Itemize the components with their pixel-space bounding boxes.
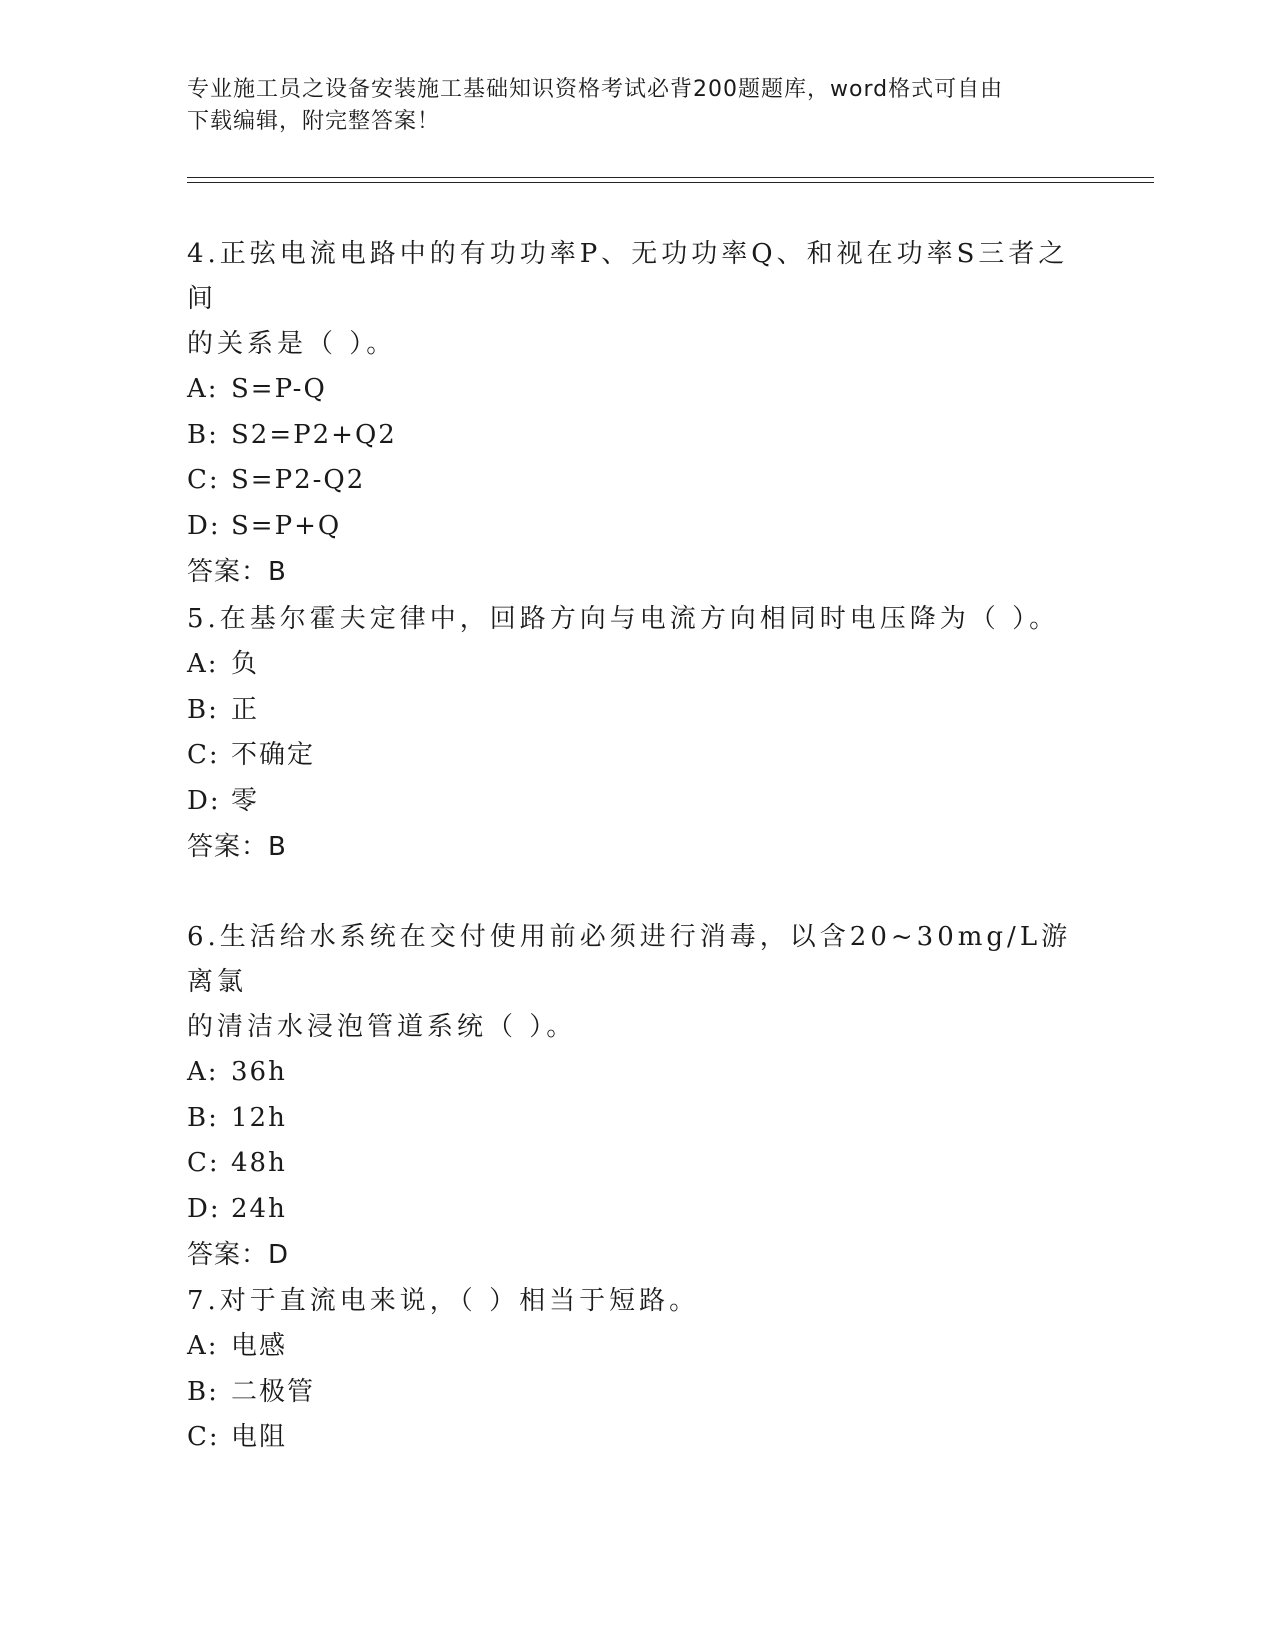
option-text: 48h [231, 1148, 287, 1178]
option-text: 不确定 [231, 740, 316, 770]
question-7 [187, 1279, 1087, 1461]
question-stem-line: 6.生活给水系统在交付使用前必须进行消毒，以含20~30mg/L游离氯 [187, 922, 1072, 997]
question-stem-line: 的清洁水浸泡管道系统（ ）。 [187, 1012, 577, 1042]
header-divider [187, 177, 1154, 178]
question-stem [187, 597, 1087, 642]
option-letter: D: [187, 1193, 221, 1224]
option-letter: D: [187, 510, 221, 541]
option-d [187, 779, 1087, 825]
question-stem-line: 7.对于直流电来说，（ ）相当于短路。 [187, 1286, 700, 1316]
question-5 [187, 597, 1087, 870]
option-letter: C: [187, 465, 220, 495]
option-a [187, 1324, 1087, 1370]
option-letter: C: [187, 740, 220, 770]
option-text: S=P2-Q2 [231, 465, 366, 495]
option-c [187, 1415, 1087, 1461]
option-letter: D: [187, 785, 221, 816]
option-b [187, 413, 1087, 459]
question-stem-line: 5.在基尔霍夫定律中，回路方向与电流方向相同时电压降为（ ）。 [187, 604, 1060, 634]
question-stem-line: 的关系是（ ）。 [187, 329, 397, 359]
option-letter: B: [187, 419, 219, 450]
option-text: S=P-Q [231, 374, 327, 404]
option-text: 24h [231, 1193, 287, 1224]
question-stem-line: 4.正弦电流电路中的有功功率P、无功功率Q、和视在功率S三者之间 [187, 239, 1069, 314]
document-header [187, 74, 1087, 138]
option-letter: A: [187, 374, 219, 404]
option-letter: A: [187, 649, 219, 679]
option-text: 零 [231, 785, 260, 816]
option-c [187, 458, 1087, 504]
option-text: 二极管 [231, 1376, 316, 1407]
option-letter: B: [187, 1102, 219, 1133]
answer-line: 答案：D [187, 1240, 290, 1270]
option-text: 电阻 [231, 1422, 288, 1452]
option-text: 36h [231, 1057, 287, 1087]
header-line: 专业施工员之设备安装施工基础知识资格考试必背200题题库，word格式可自由 [187, 77, 1004, 102]
question-stem [187, 1279, 1087, 1324]
option-text: 12h [231, 1102, 287, 1133]
option-c [187, 733, 1087, 779]
option-b [187, 1370, 1087, 1416]
option-text: 电感 [231, 1331, 288, 1361]
option-b [187, 1096, 1087, 1142]
header-divider [187, 182, 1154, 183]
option-text: 正 [231, 694, 260, 725]
question-4 [187, 232, 1087, 595]
answer-line: 答案：B [187, 557, 287, 587]
option-c [187, 1141, 1087, 1187]
option-a [187, 642, 1087, 688]
question-stem [187, 915, 1087, 1050]
answer-line: 答案：B [187, 832, 287, 862]
option-letter: C: [187, 1148, 220, 1178]
question-stem [187, 232, 1087, 367]
option-letter: C: [187, 1422, 220, 1452]
option-text: S=P+Q [231, 510, 342, 541]
option-a [187, 367, 1087, 413]
question-6 [187, 915, 1087, 1278]
header-line: 下载编辑，附完整答案！ [187, 109, 441, 134]
option-letter: A: [187, 1331, 219, 1361]
option-d [187, 504, 1087, 550]
option-a [187, 1050, 1087, 1096]
option-letter: A: [187, 1057, 219, 1087]
option-d [187, 1187, 1087, 1233]
option-text: 负 [231, 649, 260, 679]
option-b [187, 688, 1087, 734]
option-text: S2=P2+Q2 [231, 419, 397, 450]
option-letter: B: [187, 1376, 219, 1407]
option-letter: B: [187, 694, 219, 725]
